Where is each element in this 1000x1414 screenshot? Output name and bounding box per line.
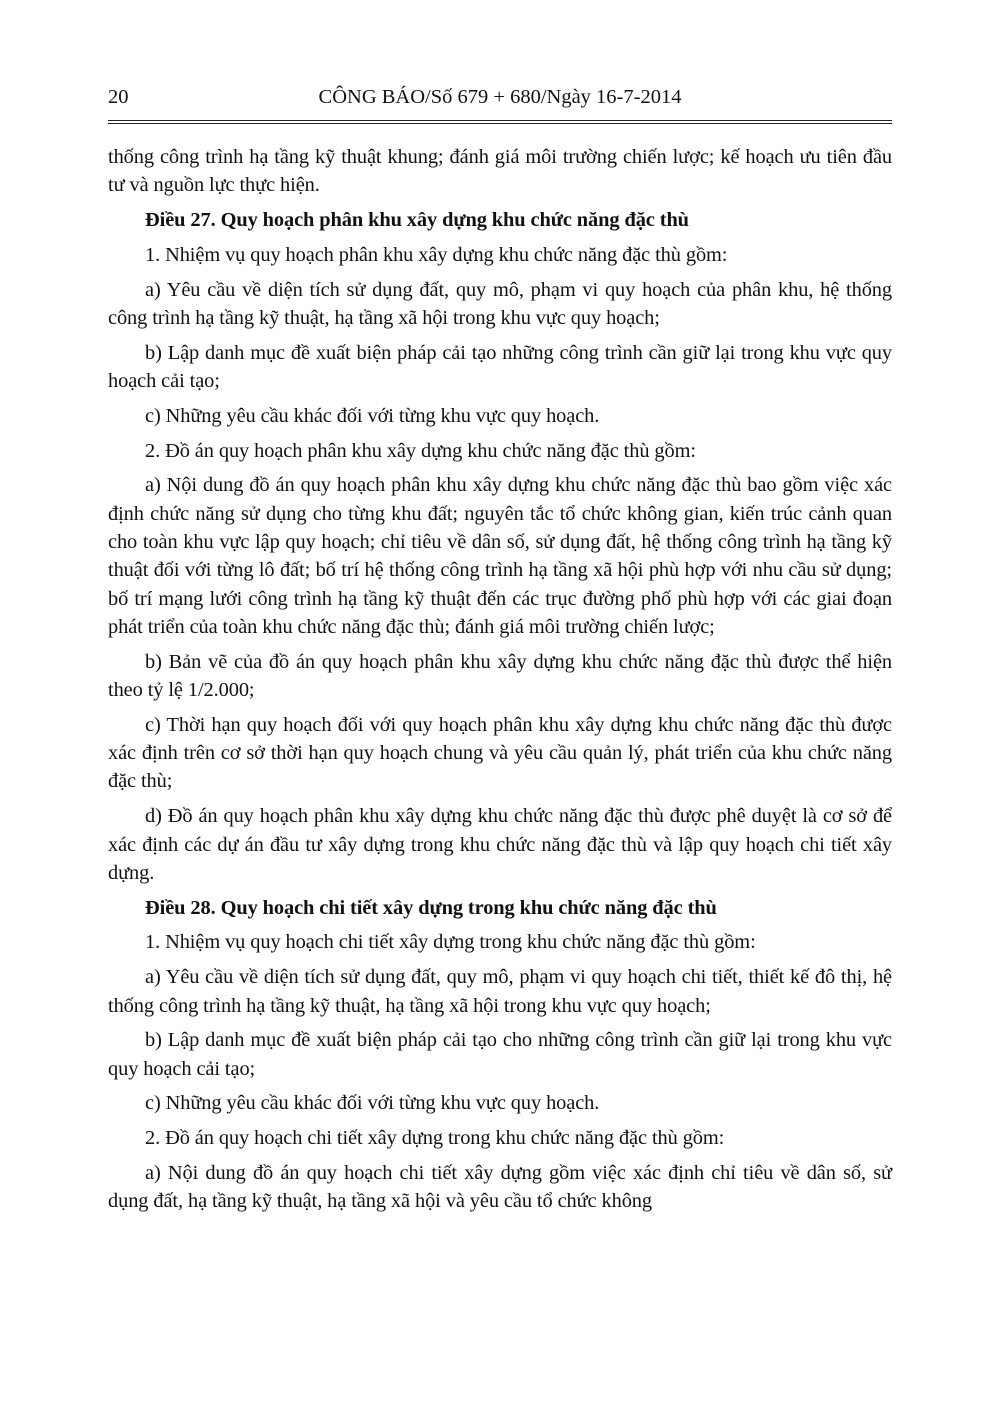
paragraph: 2. Đồ án quy hoạch chi tiết xây dựng trong khu chức năng đặc thù gồm: [145,1127,725,1150]
page-number: 20 [108,86,129,108]
paragraph: thống công trình hạ tầng kỹ thuật khung; đánh giá môi trường chiến lược; kế hoạch ưu tiên đầu tư và nguồn lực thực hiện. [108,146,892,197]
article-heading: Điều 27. Quy hoạch phân khu xây dựng khu chức năng đặc thù [145,209,689,232]
document-page [108,86,892,1222]
paragraph: a) Yêu cầu về diện tích sử dụng đất, quy mô, phạm vi quy hoạch của phân khu, hệ thống công trình hạ tầng kỹ thuật, hạ tầng xã hội trong khu vực quy hoạch; [108,278,892,329]
paragraph: c) Thời hạn quy hoạch đối với quy hoạch phân khu xây dựng khu chức năng đặc thù được xác định trên cơ sở thời hạn quy hoạch chung và yêu cầu quản lý, phát triển của khu chức năng đặc thù; [108,713,892,793]
paragraph: c) Những yêu cầu khác đối với từng khu vực quy hoạch. [145,404,600,427]
paragraph: 2. Đồ án quy hoạch phân khu xây dựng khu chức năng đặc thù gồm: [145,439,696,462]
paragraph: a) Yêu cầu về diện tích sử dụng đất, quy mô, phạm vi quy hoạch chi tiết, thiết kế đô thị, hệ thống công trình hạ tầng kỹ thuật, hạ tầng xã hội trong khu vực quy hoạch; [108,966,892,1017]
article-heading: Điều 28. Quy hoạch chi tiết xây dựng trong khu chức năng đặc thù [145,896,717,919]
gazette-title: CÔNG BÁO/Số 679 + 680/Ngày 16-7-2014 [318,86,682,108]
paragraph: b) Lập danh mục đề xuất biện pháp cải tạo cho những công trình cần giữ lại trong khu vực quy hoạch cải tạo; [108,1029,892,1080]
header-rule-top [108,120,892,121]
page-header [108,86,892,116]
paragraph: b) Lập danh mục đề xuất biện pháp cải tạo những công trình cần giữ lại trong khu vực quy hoạch cải tạo; [108,341,892,393]
paragraph: d) Đồ án quy hoạch phân khu xây dựng khu chức năng đặc thù được phê duyệt là cơ sở để xác định các dự án đầu tư xây dựng trong khu chức năng đặc thù và lập quy hoạch chi tiết xây dựng. [108,805,892,884]
paragraph: a) Nội dung đồ án quy hoạch chi tiết xây dựng gồm việc xác định chỉ tiêu về dân số, sử dụng đất, hạ tầng kỹ thuật, hạ tầng xã hội và yêu cầu tổ chức không [108,1162,892,1213]
paragraph: 1. Nhiệm vụ quy hoạch chi tiết xây dựng trong khu chức năng đặc thù gồm: [145,931,756,954]
paragraph: b) Bản vẽ của đồ án quy hoạch phân khu xây dựng khu chức năng đặc thù được thể hiện theo tỷ lệ 1/2.000; [108,650,892,702]
document-body [108,143,892,1216]
paragraph: c) Những yêu cầu khác đối với từng khu vực quy hoạch. [145,1092,600,1115]
paragraph: a) Nội dung đồ án quy hoạch phân khu xây dựng khu chức năng đặc thù bao gồm việc xác định chức năng sử dụng cho từng khu đất; nguyên tắc tổ chức không gian, kiến trúc cảnh quan cho toàn khu vực lập quy hoạch; chỉ tiêu về dân số, sử dụng đất, hệ thống công trình hạ tầng kỹ thuật đối với từng lô đất; bố trí hệ thống công trình hạ tầng xã hội phù hợp với nhu cầu sử dụng; bố trí mạng lưới công trình hạ tầng kỹ thuật đến các trục đường phố phù hợp với các giai đoạn phát triển của toàn khu chức năng đặc thù; đánh giá môi trường chiến lược; [108,474,892,638]
header-rule-bottom [108,123,892,124]
paragraph: 1. Nhiệm vụ quy hoạch phân khu xây dựng khu chức năng đặc thù gồm: [145,243,728,266]
